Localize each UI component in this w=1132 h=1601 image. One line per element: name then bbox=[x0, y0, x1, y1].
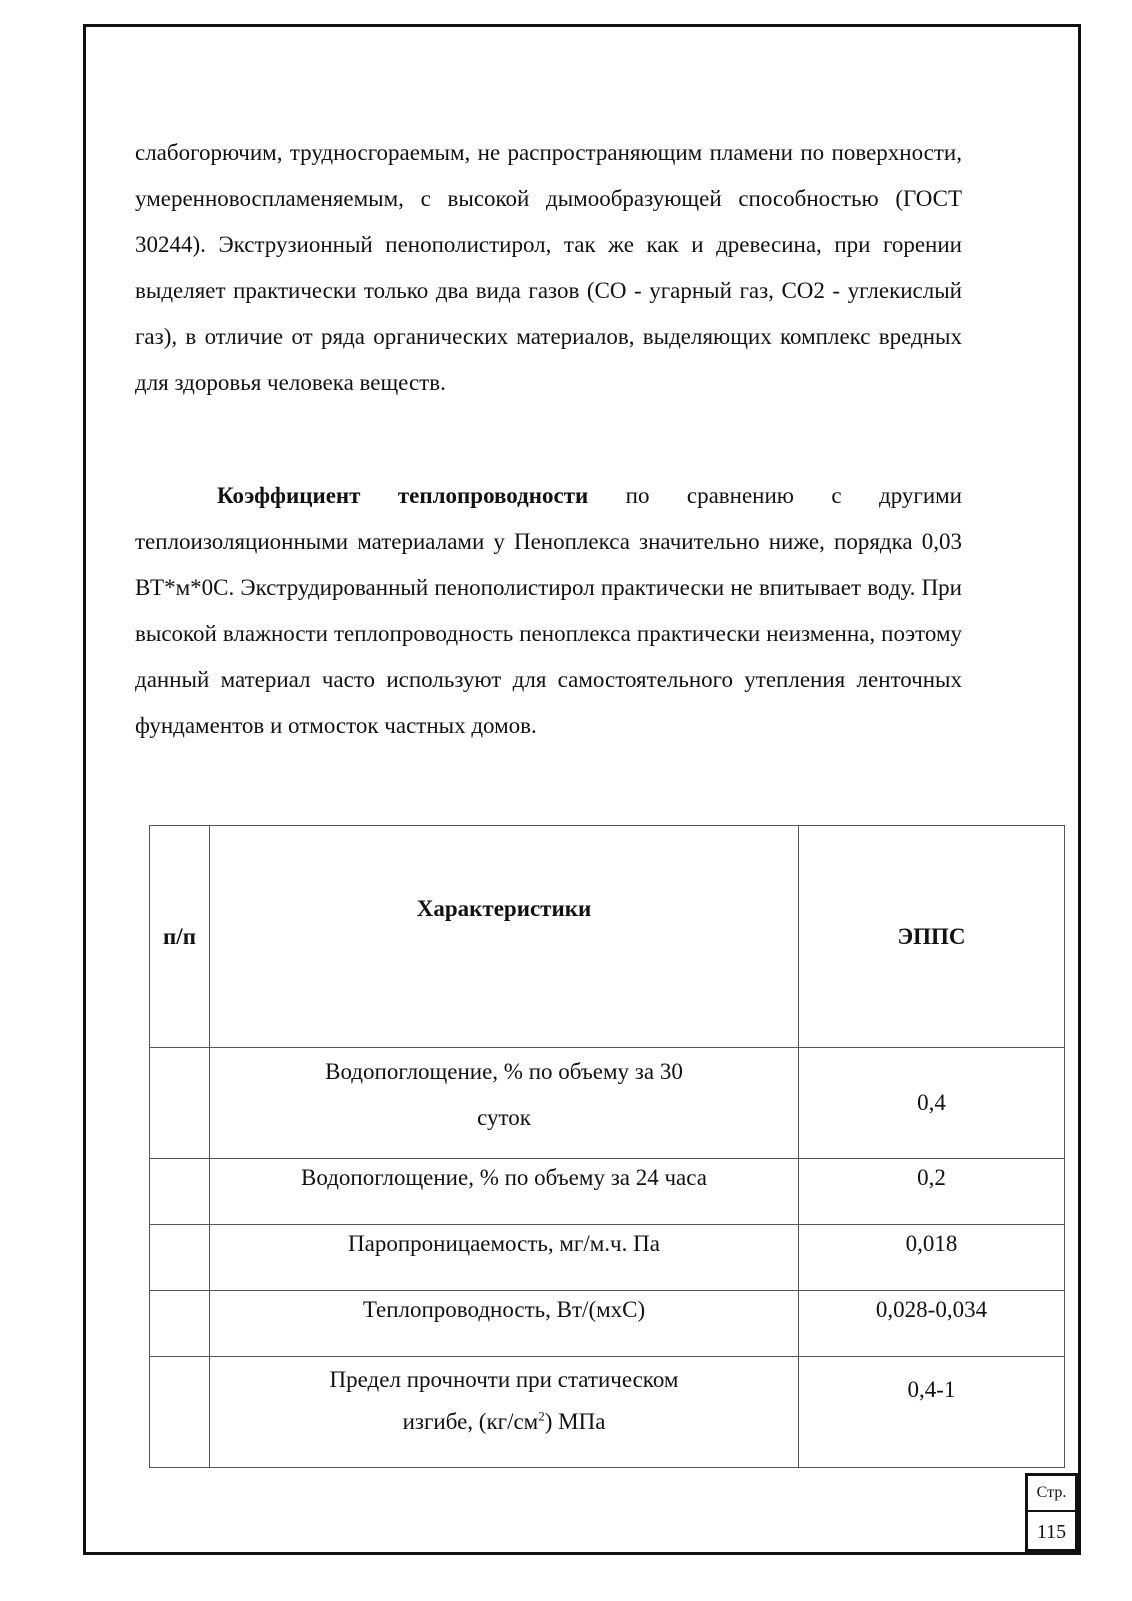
cell-num bbox=[150, 1225, 210, 1291]
page-label: Стр. bbox=[1028, 1476, 1075, 1512]
cell-value: 0,2 bbox=[799, 1159, 1065, 1225]
paragraph-1: слабогорючим, трудносгораемым, не распространяющим пламени по поверхности, умеренновоспламеняемым, с высокой дымообразующей способностью (ГОСТ 30244). Экструзионный пенополистирол, так же как и древесина, при горении выделяет практически только два вида газов (СО - угарный газ, СО2 - углекислый газ), в отличие от ряда органических материалов, выделяющих комплекс вредных для здоровья человека веществ. bbox=[135, 140, 962, 395]
cell-characteristic-line2-pre: изгибе, (кг/см bbox=[402, 1409, 539, 1434]
cell-characteristic: Водопоглощение, % по объему за 24 часа bbox=[210, 1159, 799, 1225]
table-header-row bbox=[150, 826, 1065, 1048]
cell-characteristic-superscript: 2 bbox=[538, 1408, 545, 1424]
cell-value: 0,028-0,034 bbox=[799, 1291, 1065, 1357]
table-row bbox=[150, 1225, 1065, 1291]
cell-characteristic-line2: суток bbox=[477, 1105, 531, 1130]
cell-value: 0,4 bbox=[799, 1048, 1065, 1159]
cell-characteristic-line2 bbox=[403, 1409, 606, 1434]
cell-num bbox=[150, 1159, 210, 1225]
cell-characteristic-line1: Предел прочночти при статическом bbox=[329, 1367, 679, 1392]
cell-characteristic: Теплопроводность, Вт/(мхС) bbox=[210, 1291, 799, 1357]
table-row bbox=[150, 1357, 1065, 1468]
paragraph-2-text: по сравнению с другими теплоизоляционными материалами у Пеноплекса значительно ниже, порядка 0,03 ВТ*м*0С. Экструдированный пенополистирол практически не впитывает воду. При высокой влажности теплопроводность пеноплекса практически неизменна, поэтому данный материал часто используют для самостоятельного утепления ленточных фундаментов и отмосток частных домов. bbox=[135, 483, 962, 738]
cell-num bbox=[150, 1048, 210, 1159]
header-num: п/п bbox=[150, 826, 210, 1048]
table-row bbox=[150, 1048, 1065, 1159]
cell-num bbox=[150, 1291, 210, 1357]
header-characteristic: Характеристики bbox=[210, 826, 799, 1048]
cell-num bbox=[150, 1357, 210, 1468]
page-number: 115 bbox=[1036, 1521, 1067, 1543]
cell-characteristic: Паропроницаемость, мг/м.ч. Па bbox=[210, 1225, 799, 1291]
cell-value: 0,018 bbox=[799, 1225, 1065, 1291]
paragraph-2-bold-lead: Коэффициент теплопроводности bbox=[217, 483, 589, 508]
header-value: ЭППС bbox=[799, 826, 1065, 1048]
cell-value: 0,4-1 bbox=[799, 1357, 1065, 1468]
cell-characteristic bbox=[210, 1357, 799, 1468]
page-number-box bbox=[1025, 1473, 1078, 1552]
paragraph-2 bbox=[135, 473, 962, 749]
properties-table bbox=[149, 825, 1065, 1468]
cell-characteristic bbox=[210, 1048, 799, 1159]
cell-characteristic-line1: Водопоглощение, % по объему за 30 bbox=[325, 1059, 683, 1084]
table-row bbox=[150, 1291, 1065, 1357]
table-row bbox=[150, 1159, 1065, 1225]
cell-characteristic-line2-post: ) МПа bbox=[544, 1409, 606, 1434]
